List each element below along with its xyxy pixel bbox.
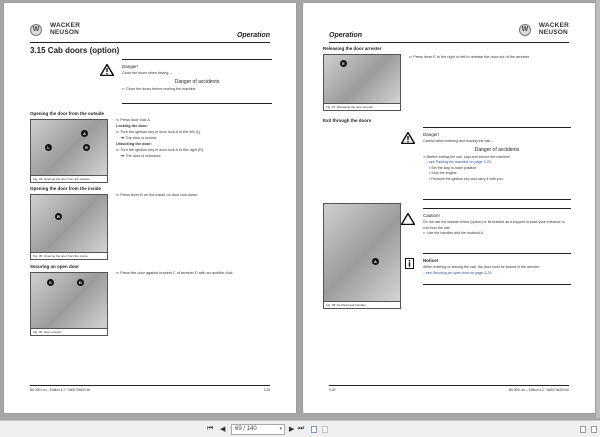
locking-heading: Locking the door: bbox=[116, 124, 149, 128]
figure-caption: Fig. 35: Opening the door from the inside bbox=[31, 252, 107, 259]
figure-34 bbox=[30, 119, 108, 183]
marker-l: L bbox=[45, 144, 52, 151]
locking-step: ⇐ Turn the ignition key in door lock A to the left (L). bbox=[116, 130, 202, 134]
figure-38 bbox=[323, 203, 401, 309]
caution-heading: Caution! bbox=[423, 213, 440, 218]
page-3-29 bbox=[4, 3, 296, 413]
page-3-30 bbox=[303, 3, 595, 413]
see-parking-link[interactable]: – see Parking the machine on page 3-23. bbox=[426, 160, 492, 164]
logo-icon: W bbox=[519, 24, 531, 36]
page-indicator: 69 / 140 bbox=[235, 426, 257, 432]
copy-page-icon[interactable] bbox=[311, 426, 317, 433]
last-page-button[interactable]: ⏭ bbox=[298, 425, 305, 432]
warning-triangle-icon bbox=[401, 132, 415, 144]
unlocking-result: ➡ The door is unlocked. bbox=[121, 154, 162, 158]
heading-exit: Exit through the doors bbox=[323, 118, 372, 123]
danger-text: Careful when entering and leaving the cab – bbox=[423, 139, 494, 143]
caution-box bbox=[423, 208, 571, 250]
unlocking-step: ⇐ Turn the ignition key in door lock A to the right (R). bbox=[116, 148, 205, 152]
marker-d: D bbox=[77, 279, 84, 286]
footer-doc-id: BA 3001 en – Edition 4.2 * 3d0070a300.fm bbox=[30, 388, 91, 392]
page-number-input[interactable] bbox=[231, 424, 285, 435]
page-header bbox=[329, 19, 569, 43]
marker-r: R bbox=[83, 144, 90, 151]
footer-page-number: 3-30 bbox=[329, 388, 336, 392]
notice-text: When entering or leaving the cab, the door must be locked in the arrester. bbox=[423, 265, 541, 269]
danger-emphasis: Danger of accidents bbox=[474, 146, 520, 153]
marker-b: B bbox=[55, 213, 62, 220]
logo-icon: W bbox=[30, 24, 42, 36]
wacker-neuson-logo bbox=[30, 23, 80, 36]
figure-caption: Fig. 34: Opening the door from the outside bbox=[31, 175, 107, 182]
figure-37 bbox=[323, 54, 401, 111]
first-page-button[interactable]: ⏮ bbox=[207, 425, 214, 432]
single-page-view-icon[interactable] bbox=[580, 426, 586, 433]
heading-opening-outside: Opening the door from the outside bbox=[30, 111, 104, 116]
figure-35 bbox=[30, 194, 108, 260]
marker-e: E bbox=[340, 60, 347, 67]
bullet-2: Stop the engine. bbox=[431, 171, 458, 175]
brand-line1: WACKER bbox=[538, 22, 569, 29]
danger-box bbox=[122, 59, 272, 104]
navigation-toolbar bbox=[0, 420, 600, 437]
marker-a: A bbox=[81, 130, 88, 137]
unlocking-heading: Unlocking the door: bbox=[116, 142, 152, 146]
chevron-down-icon[interactable]: ▾ bbox=[279, 426, 282, 432]
caution-text: Do not use the outside mirror (option) or its bracket as a support to ease your entrance or exit from the cab. bbox=[423, 220, 565, 230]
danger-action: ⇐ Close the doors before moving the machine. bbox=[122, 86, 197, 91]
notice-box bbox=[423, 253, 571, 285]
bullet-1: Set the skip to base position. bbox=[431, 165, 478, 170]
danger-box: Danger! Careful when entering and leaving the cab – Danger of accidents ⇐ Before exiting the cab, stop and secure the machine – see Parking the machine on page 3-23. • Set the skip to base position. • Stop the engine. • Remove the ignition key and carry it with you. bbox=[423, 127, 571, 200]
figure-caption: Fig. 37: Releasing the door arrester bbox=[324, 103, 400, 110]
step-press-door: ⇐ Press the door against bracket C of arrester D with an audible click. bbox=[116, 271, 234, 275]
warning-triangle-icon bbox=[100, 64, 114, 76]
wacker-neuson-logo bbox=[519, 23, 569, 36]
section-label: Operation bbox=[236, 32, 270, 39]
figure-caption: Fig. 36: Door arrester bbox=[31, 328, 107, 335]
figure-36 bbox=[30, 272, 108, 336]
bookmark-icon[interactable] bbox=[591, 426, 597, 433]
caution-action: ⇐ Use the handles and the foothold A. bbox=[423, 231, 484, 235]
paste-page-icon[interactable] bbox=[322, 426, 328, 433]
figure-caption: Fig. 38: Foothold and handles bbox=[324, 301, 400, 308]
page-title: 3.15 Cab doors (option) bbox=[30, 46, 120, 55]
heading-opening-inside: Opening the door from the inside bbox=[30, 186, 102, 191]
step-press-lever-e: ⇐ Press lever E to the right or left to release the door out of the arrester. bbox=[409, 55, 530, 59]
bullet-3: Remove the ignition key and carry it with you. bbox=[431, 176, 504, 181]
previous-page-button[interactable]: ◀ bbox=[220, 426, 226, 433]
heading-securing: Securing an open door bbox=[30, 264, 80, 269]
section-label: Operation bbox=[329, 32, 363, 39]
page-header bbox=[30, 19, 270, 43]
danger-heading: Danger! bbox=[122, 64, 139, 69]
step-press-lever-b: ⇐ Press lever B on the inside on door lock down. bbox=[116, 193, 199, 197]
page-footer bbox=[30, 385, 270, 392]
next-page-button[interactable]: ▶ bbox=[289, 426, 295, 433]
brand-line2: NEUSON bbox=[50, 28, 80, 36]
danger-text: Close the doors when driving. – bbox=[122, 71, 173, 75]
locking-result: ➡ The door is locked. bbox=[121, 136, 158, 140]
page-footer bbox=[329, 385, 569, 392]
danger-action: ⇐ Before exiting the cab, stop and secure the machine bbox=[423, 154, 510, 159]
danger-emphasis: Danger of accidents bbox=[174, 78, 220, 85]
info-icon bbox=[405, 258, 414, 269]
step-press-lock: ⇐ Press door lock A. bbox=[116, 118, 151, 122]
caution-triangle-icon bbox=[401, 213, 415, 225]
notice-heading: Notice! bbox=[423, 258, 439, 263]
footer-page-number: 3-29 bbox=[263, 388, 270, 392]
danger-heading: Danger! bbox=[423, 132, 440, 137]
brand-line1: WACKER bbox=[50, 22, 81, 29]
heading-releasing: Releasing the door arrester bbox=[323, 46, 382, 51]
see-securing-link[interactable]: – see Securing an open door on page 3-29. bbox=[423, 270, 493, 275]
vertical-scrollbar[interactable] bbox=[596, 0, 600, 418]
marker-a: A bbox=[372, 258, 379, 265]
footer-doc-id: BA 3001 en – Edition 4.2 * 3d0070a300.fm bbox=[508, 388, 569, 392]
brand-line2: NEUSON bbox=[538, 28, 568, 36]
marker-c: C bbox=[47, 279, 54, 286]
